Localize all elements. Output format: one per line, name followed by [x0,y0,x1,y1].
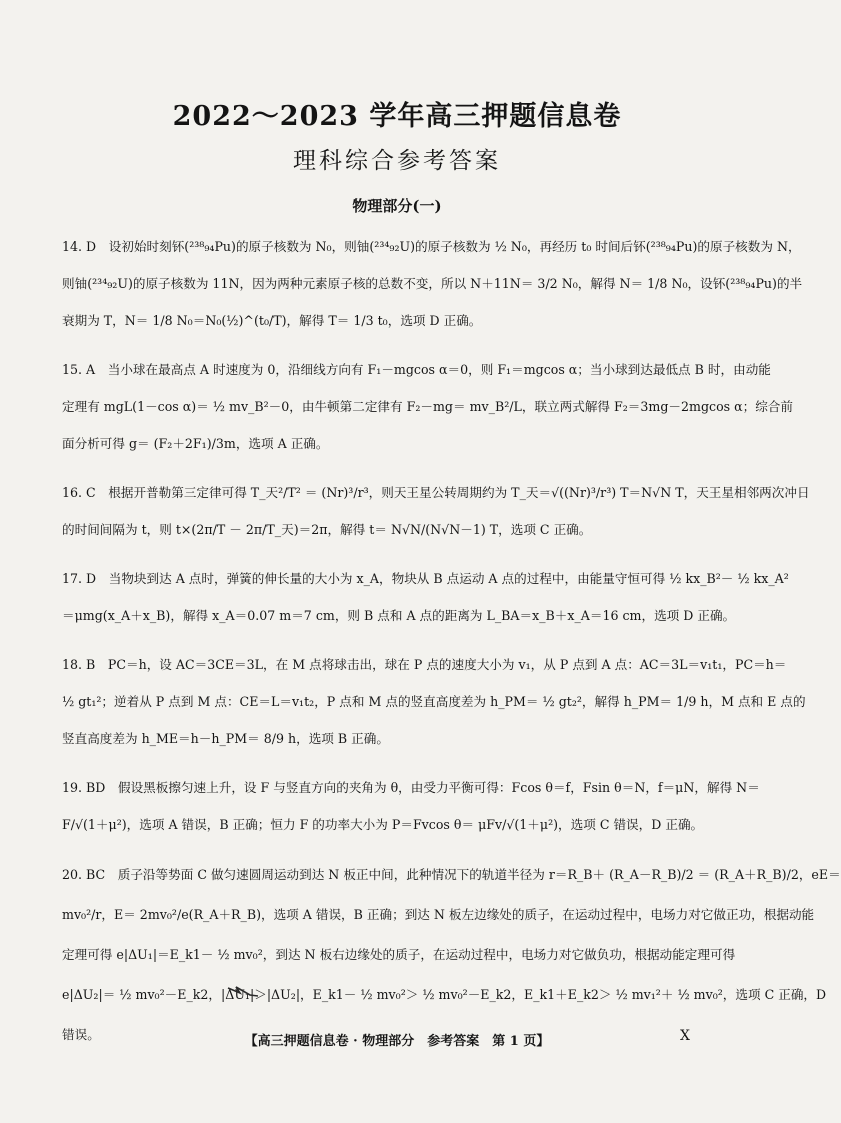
answer-item [62,769,760,843]
answer-line: 18. B PC＝h，设 AC＝3CE＝3L，在 M 点将球击出，球在 P 点的速度大小为 v₁，从 P 点到 A 点：AC＝3L＝v₁t₁，PC＝h＝ [62,657,787,672]
answer-line: 19. BD 假设黑板擦匀速上升，设 F 与竖直方向的夹角为 θ，由受力平衡可得：Fcos θ＝f，Fsin θ＝N，f＝μN，解得 N＝ [62,780,760,795]
answer-item [62,474,810,548]
answer-line: e|ΔU₂|＝ ½ mv₀²－E_k2，|ΔU₁|＞|ΔU₂|，E_k1－ ½ mv₀²＞ ½ mv₀²－E_k2，E_k1＋E_k2＞ ½ mv₁²＋ ½ mv₀²，选项 C 正确，D [62,987,827,1002]
answer-line: 定理有 mgL(1－cos α)＝ ½ mv_B²－0，由牛顿第二定律有 F₂－mg＝ mv_B²/L，联立两式解得 F₂＝3mg－2mgcos α；综合前 [62,399,793,414]
answer-line: 的时间间隔为 t，则 t×(2π/T － 2π/T_天)＝2π，解得 t＝ N√N/(N√N－1) T，选项 C 正确。 [62,522,592,537]
answer-item [62,560,789,634]
answer-line: ½ gt₁²；逆着从 P 点到 M 点：CE＝L＝v₁t₂，P 点和 M 点的竖直高度差为 h_PM＝ ½ gt₂²，解得 h_PM＝ 1/9 h，M 点和 E 点的 [62,694,806,709]
answer-line: 14. D 设初始时刻钚(²³⁸₉₄Pu)的原子核数为 N₀，则铀(²³⁴₉₂U)的原子核数为 ½ N₀，再经历 t₀ 时间后钚(²³⁸₉₄Pu)的原子核数为 N， [62,239,801,254]
answer-line: 错误。 [62,1027,100,1042]
answer-line: 面分析可得 g＝ (F₂＋2F₁)/3m，选项 A 正确。 [62,436,329,451]
answer-line: 竖直高度差为 h_ME＝h－h_PM＝ 8/9 h，选项 B 正确。 [62,731,389,746]
answer-item [62,646,806,757]
document-subtitle: 理科综合参考答案 [293,148,501,174]
answer-line: 15. A 当小球在最高点 A 时速度为 0，沿细线方向有 F₁－mgcos α＝0，则 F₁＝mgcos α；当小球到达最低点 B 时，由动能 [62,362,771,377]
answer-line: ＝μmg(x_A＋x_B)，解得 x_A＝0.07 m＝7 cm，则 B 点和 A 点的距离为 L_BA＝x_B＋x_A＝16 cm，选项 D 正确。 [62,608,736,623]
answer-line: 17. D 当物块到达 A 点时，弹簧的伸长量的大小为 x_A，物块从 B 点运动 A 点的过程中，由能量守恒可得 ½ kx_B²－ ½ kx_A² [62,571,789,586]
answer-line: F/√(1＋μ²)，选项 A 错误，B 正确；恒力 F 的功率大小为 P＝Fvcos θ＝ μFv/√(1＋μ²)，选项 C 错误，D 正确。 [62,817,704,832]
section-heading: 物理部分(一) [352,197,442,215]
answer-line: 衰期为 T，N＝ 1/8 N₀＝N₀(½)^(t₀/T)，解得 T＝ 1/3 t₀，选项 D 正确。 [62,313,482,328]
corner-mark: X [680,1028,690,1044]
answer-line: 16. C 根据开普勒第三定律可得 T_天²/T² ＝ (Nr)³/r³，则天王星公转周期约为 T_天＝√((Nr)³/r³) T＝N√N T，天王星相邻两次冲日 [62,485,810,500]
pen-mark-scribble [226,984,260,998]
answer-line: mv₀²/r，E＝ 2mv₀²/e(R_A＋R_B)，选项 A 错误，B 正确；到达 N 板左边缘处的质子，在运动过程中，电场力对它做正功，根据动能 [62,907,815,922]
answer-line: 定理可得 e|ΔU₁|＝E_k1－ ½ mv₀²，到达 N 板右边缘处的质子，在运动过程中，电场力对它做负功，根据动能定理可得 [62,947,736,962]
document-title: 2022～2023 学年高三押题信息卷 [172,101,622,132]
page-footer: 【高三押题信息卷 · 物理部分 参考答案 第 1 页】 [244,1034,550,1049]
answer-line: 20. BC 质子沿等势面 C 做匀速圆周运动到达 N 板正中间，此种情况下的轨道半径为 r＝R_B＋ (R_A－R_B)/2 ＝ (R_A＋R_B)/2，eE＝ [62,867,841,882]
answer-item [62,351,793,462]
answer-item [62,855,841,1055]
answer-list [62,228,841,1067]
answer-line: 则铀(²³⁴₉₂U)的原子核数为 11N，因为两种元素原子核的总数不变，所以 N＋11N＝ 3/2 N₀，解得 N＝ 1/8 N₀，设钚(²³⁸₉₄Pu)的半 [62,276,803,291]
answer-item [62,228,803,339]
